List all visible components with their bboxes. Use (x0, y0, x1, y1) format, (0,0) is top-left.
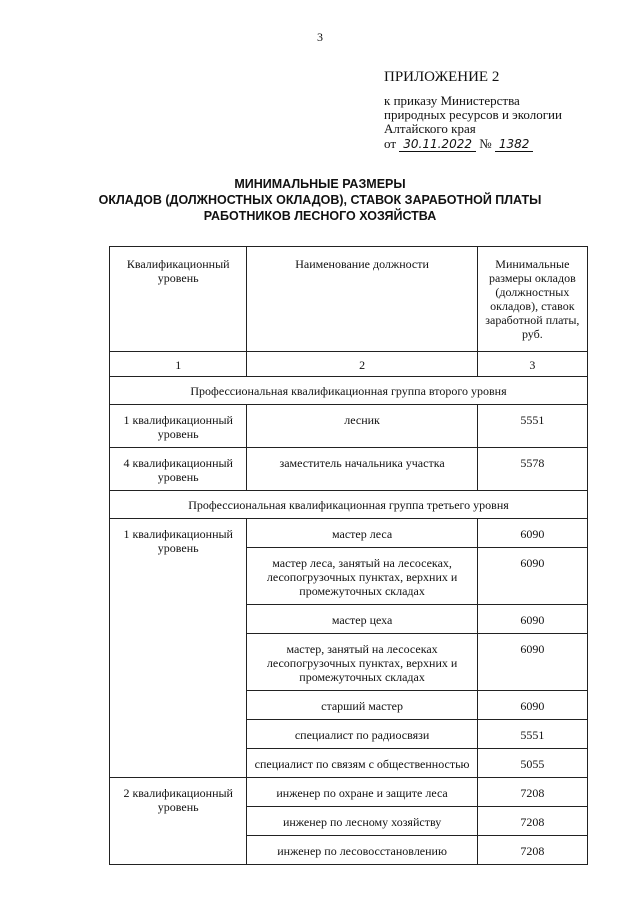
appendix-line: Алтайского края (384, 121, 476, 136)
table-row (110, 405, 588, 448)
position-name: мастер леса, занятый на лесосеках, лесопогрузочных пунктах, верхних и промежуточных складах (247, 548, 477, 605)
salary-table (109, 246, 588, 865)
table-row (110, 448, 588, 491)
salary-value: 7208 (477, 778, 587, 807)
heading-line: МИНИМАЛЬНЫЕ РАЗМЕРЫ (234, 177, 406, 191)
qualification-level: 1 квалификационный уровень (110, 405, 247, 448)
table-header-row (110, 247, 588, 352)
salary-value: 5551 (477, 720, 587, 749)
order-reference (384, 137, 624, 151)
position-name: мастер цеха (247, 605, 477, 634)
handwritten-date: 30.11.2022 (399, 137, 476, 152)
appendix-line: к приказу Министерства (384, 93, 520, 108)
salary-value: 6090 (477, 691, 587, 720)
group-title: Профессиональная квалификационная группа второго уровня (110, 377, 588, 405)
document-heading (0, 176, 640, 224)
salary-value: 5578 (477, 448, 587, 491)
salary-value: 6090 (477, 605, 587, 634)
salary-value: 7208 (477, 807, 587, 836)
salary-value: 5551 (477, 405, 587, 448)
appendix-block (384, 70, 624, 151)
salary-value: 6090 (477, 634, 587, 691)
from-label: от (384, 136, 397, 151)
qualification-level: 2 квалификационный уровень (110, 778, 247, 865)
handwritten-number: 1382 (495, 137, 534, 152)
position-name: мастер леса (247, 519, 477, 548)
position-name: специалист по связям с общественностью (247, 749, 477, 778)
heading-line: РАБОТНИКОВ ЛЕСНОГО ХОЗЯЙСТВА (203, 209, 437, 223)
appendix-title: ПРИЛОЖЕНИЕ 2 (384, 69, 500, 85)
heading-line: ОКЛАДОВ (ДОЛЖНОСТНЫХ ОКЛАДОВ), СТАВОК ЗАРАБОТНОЙ ПЛАТЫ (98, 193, 542, 207)
group-row (110, 491, 588, 519)
column-header: Квалификационный уровень (110, 247, 247, 352)
position-name: заместитель начальника участка (247, 448, 477, 491)
column-number: 3 (477, 352, 587, 377)
column-number: 2 (247, 352, 477, 377)
position-name: мастер, занятый на лесосеках лесопогрузочных пунктах, верхних и промежуточных складах (247, 634, 477, 691)
page-number: 3 (317, 30, 323, 44)
salary-value: 6090 (477, 519, 587, 548)
column-number: 1 (110, 352, 247, 377)
table-row (110, 519, 588, 548)
column-number-row (110, 352, 588, 377)
salary-value: 5055 (477, 749, 587, 778)
qualification-level: 4 квалификационный уровень (110, 448, 247, 491)
position-name: старший мастер (247, 691, 477, 720)
qualification-level: 1 квалификационный уровень (110, 519, 247, 778)
column-header: Минимальные размеры окладов (должностных окладов), ставок заработной платы, руб. (477, 247, 587, 352)
group-row (110, 377, 588, 405)
column-header: Наименование должности (247, 247, 477, 352)
table-row (110, 778, 588, 807)
position-name: лесник (247, 405, 477, 448)
number-label: № (479, 136, 492, 151)
position-name: специалист по радиосвязи (247, 720, 477, 749)
salary-value: 6090 (477, 548, 587, 605)
appendix-line: природных ресурсов и экологии (384, 107, 562, 122)
position-name: инженер по лесовосстановлению (247, 836, 477, 865)
salary-value: 7208 (477, 836, 587, 865)
position-name: инженер по лесному хозяйству (247, 807, 477, 836)
group-title: Профессиональная квалификационная группа третьего уровня (110, 491, 588, 519)
position-name: инженер по охране и защите леса (247, 778, 477, 807)
